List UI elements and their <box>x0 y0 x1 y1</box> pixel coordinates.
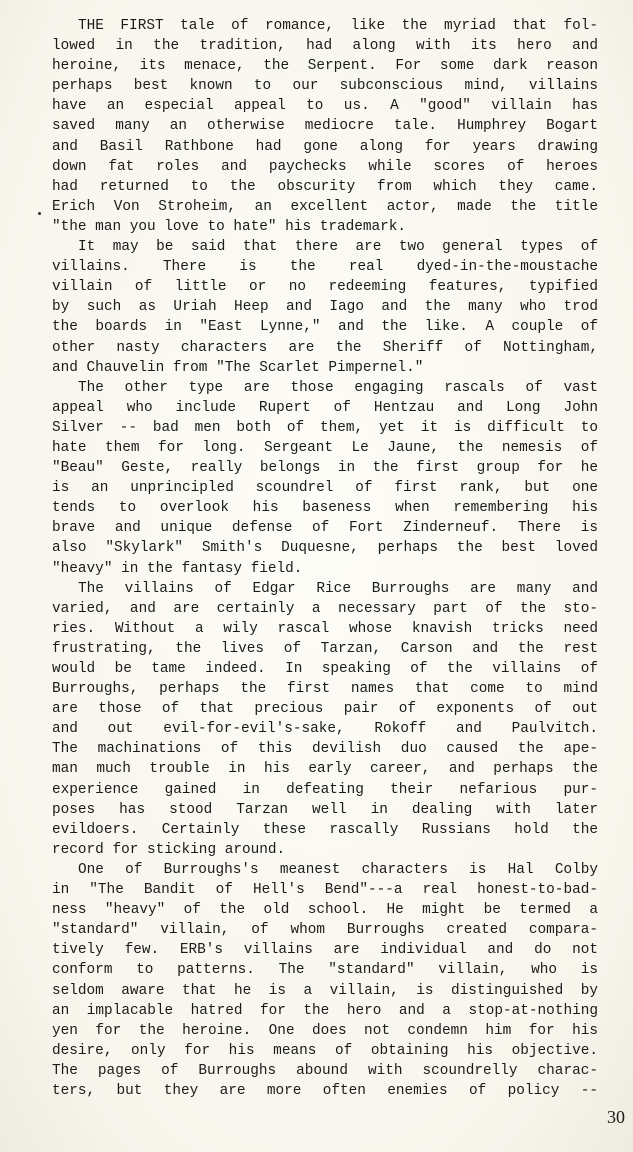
text-line: ters, but they are more often enemies of policy -- <box>52 1082 598 1099</box>
text-line: seldom aware that he is a villain, is distinguished by <box>52 982 598 999</box>
text-line: experience gained in defeating their nefarious pur- <box>52 781 598 798</box>
text-line: tends to overlook his baseness when remembering his <box>52 500 598 517</box>
text-line: and Basil Rathbone had gone along for years drawing <box>52 138 598 155</box>
text-line: lowed in the tradition, had along with its hero and <box>52 38 598 55</box>
text-line: also "Skylark" Smith's Duquesne, perhaps the best loved <box>52 540 598 557</box>
paragraph <box>52 237 598 378</box>
text-line: "the man you love to hate" his trademark. <box>52 218 407 235</box>
text-line: poses has stood Tarzan well in dealing with later <box>52 801 598 818</box>
text-line: down fat roles and paychecks while scores of heroes <box>52 158 598 175</box>
paragraph <box>52 579 598 860</box>
text-line: appeal who include Rupert of Hentzau and Long John <box>52 399 598 416</box>
text-line: saved many an otherwise mediocre tale. Humphrey Bogart <box>52 118 598 135</box>
page-number: 30 <box>607 1107 625 1127</box>
text-line: are those of that precious pair of exponents of out <box>52 701 598 718</box>
text-line: perhaps best known to our subconscious mind, villains <box>52 78 598 95</box>
text-line: had returned to the obscurity from which they came. <box>52 178 598 195</box>
text-line: brave and unique defense of Fort Zinderneuf. There is <box>52 520 598 537</box>
text-line: by such as Uriah Heep and Iago and the many who trod <box>52 299 598 316</box>
margin-mark <box>38 212 41 215</box>
paragraph <box>52 16 598 237</box>
text-line: One of Burroughs's meanest characters is Hal Colby <box>78 861 598 878</box>
text-line: ness "heavy" of the old school. He might be termed a <box>52 902 598 919</box>
text-line: The other type are those engaging rascals of vast <box>78 379 598 396</box>
text-line: heroine, its menace, the Serpent. For some dark reason <box>52 58 598 75</box>
text-line: in "The Bandit of Hell's Bend"---a real honest-to-bad- <box>52 882 598 899</box>
text-line: Erich Von Stroheim, an excellent actor, made the title <box>52 198 598 215</box>
text-line: evildoers. Certainly these rascally Russians hold the <box>52 821 598 838</box>
text-line: tively few. ERB's villains are individual and do not <box>52 942 598 959</box>
paragraph <box>52 378 598 579</box>
text-line: and out evil-for-evil's-sake, Rokoff and Paulvitch. <box>52 721 598 738</box>
text-line: is an unprincipled scoundrel of first rank, but one <box>52 480 598 497</box>
text-line: The pages of Burroughs abound with scoundrelly charac- <box>52 1062 598 1079</box>
text-line: "standard" villain, of whom Burroughs created compara- <box>52 922 598 939</box>
paragraph <box>52 860 598 1101</box>
text-line: ries. Without a wily rascal whose knavish tricks need <box>52 620 598 637</box>
text-line: other nasty characters are the Sheriff of Nottingham, <box>52 339 598 356</box>
text-line: THE FIRST tale of romance, like the myriad that fol- <box>78 18 598 34</box>
text-line: would be tame indeed. In speaking of the villains of <box>52 661 598 677</box>
text-line: man much trouble in his early career, and perhaps the <box>52 761 598 778</box>
text-line: and Chauvelin from "The Scarlet Pimpernel." <box>52 359 424 376</box>
text-line: conform to patterns. The "standard" villain, who is <box>52 962 598 979</box>
text-line: desire, only for his means of obtaining his objective. <box>52 1042 598 1059</box>
text-line: the boards in "East Lynne," and the like. A couple of <box>52 319 598 336</box>
text-line: villains. There is the real dyed-in-the-moustache <box>52 259 598 276</box>
text-line: "heavy" in the fantasy field. <box>52 560 303 577</box>
text-line: The machinations of this devilish duo caused the ape- <box>52 741 598 758</box>
text-line: "Beau" Geste, really belongs in the first group for he <box>52 460 598 477</box>
text-line: villain of little or no redeeming features, typified <box>52 279 598 296</box>
text-line: frustrating, the lives of Tarzan, Carson and the rest <box>52 640 598 657</box>
article-text <box>52 16 598 1101</box>
text-line: varied, and are certainly a necessary part of the sto- <box>52 600 598 617</box>
text-line: record for sticking around. <box>52 841 286 858</box>
text-line: The villains of Edgar Rice Burroughs are many and <box>78 580 598 597</box>
text-line: Silver -- bad men both of them, yet it is difficult to <box>52 419 598 436</box>
text-line: It may be said that there are two general types of <box>78 239 598 256</box>
text-line: Burroughs, perhaps the first names that come to mind <box>52 681 598 698</box>
text-line: have an especial appeal to us. A "good" villain has <box>52 98 598 115</box>
text-line: hate them for long. Sergeant Le Jaune, the nemesis of <box>52 439 598 456</box>
text-line: yen for the heroine. One does not condemn him for his <box>52 1022 598 1039</box>
text-line: an implacable hatred for the hero and a stop-at-nothing <box>52 1002 598 1019</box>
